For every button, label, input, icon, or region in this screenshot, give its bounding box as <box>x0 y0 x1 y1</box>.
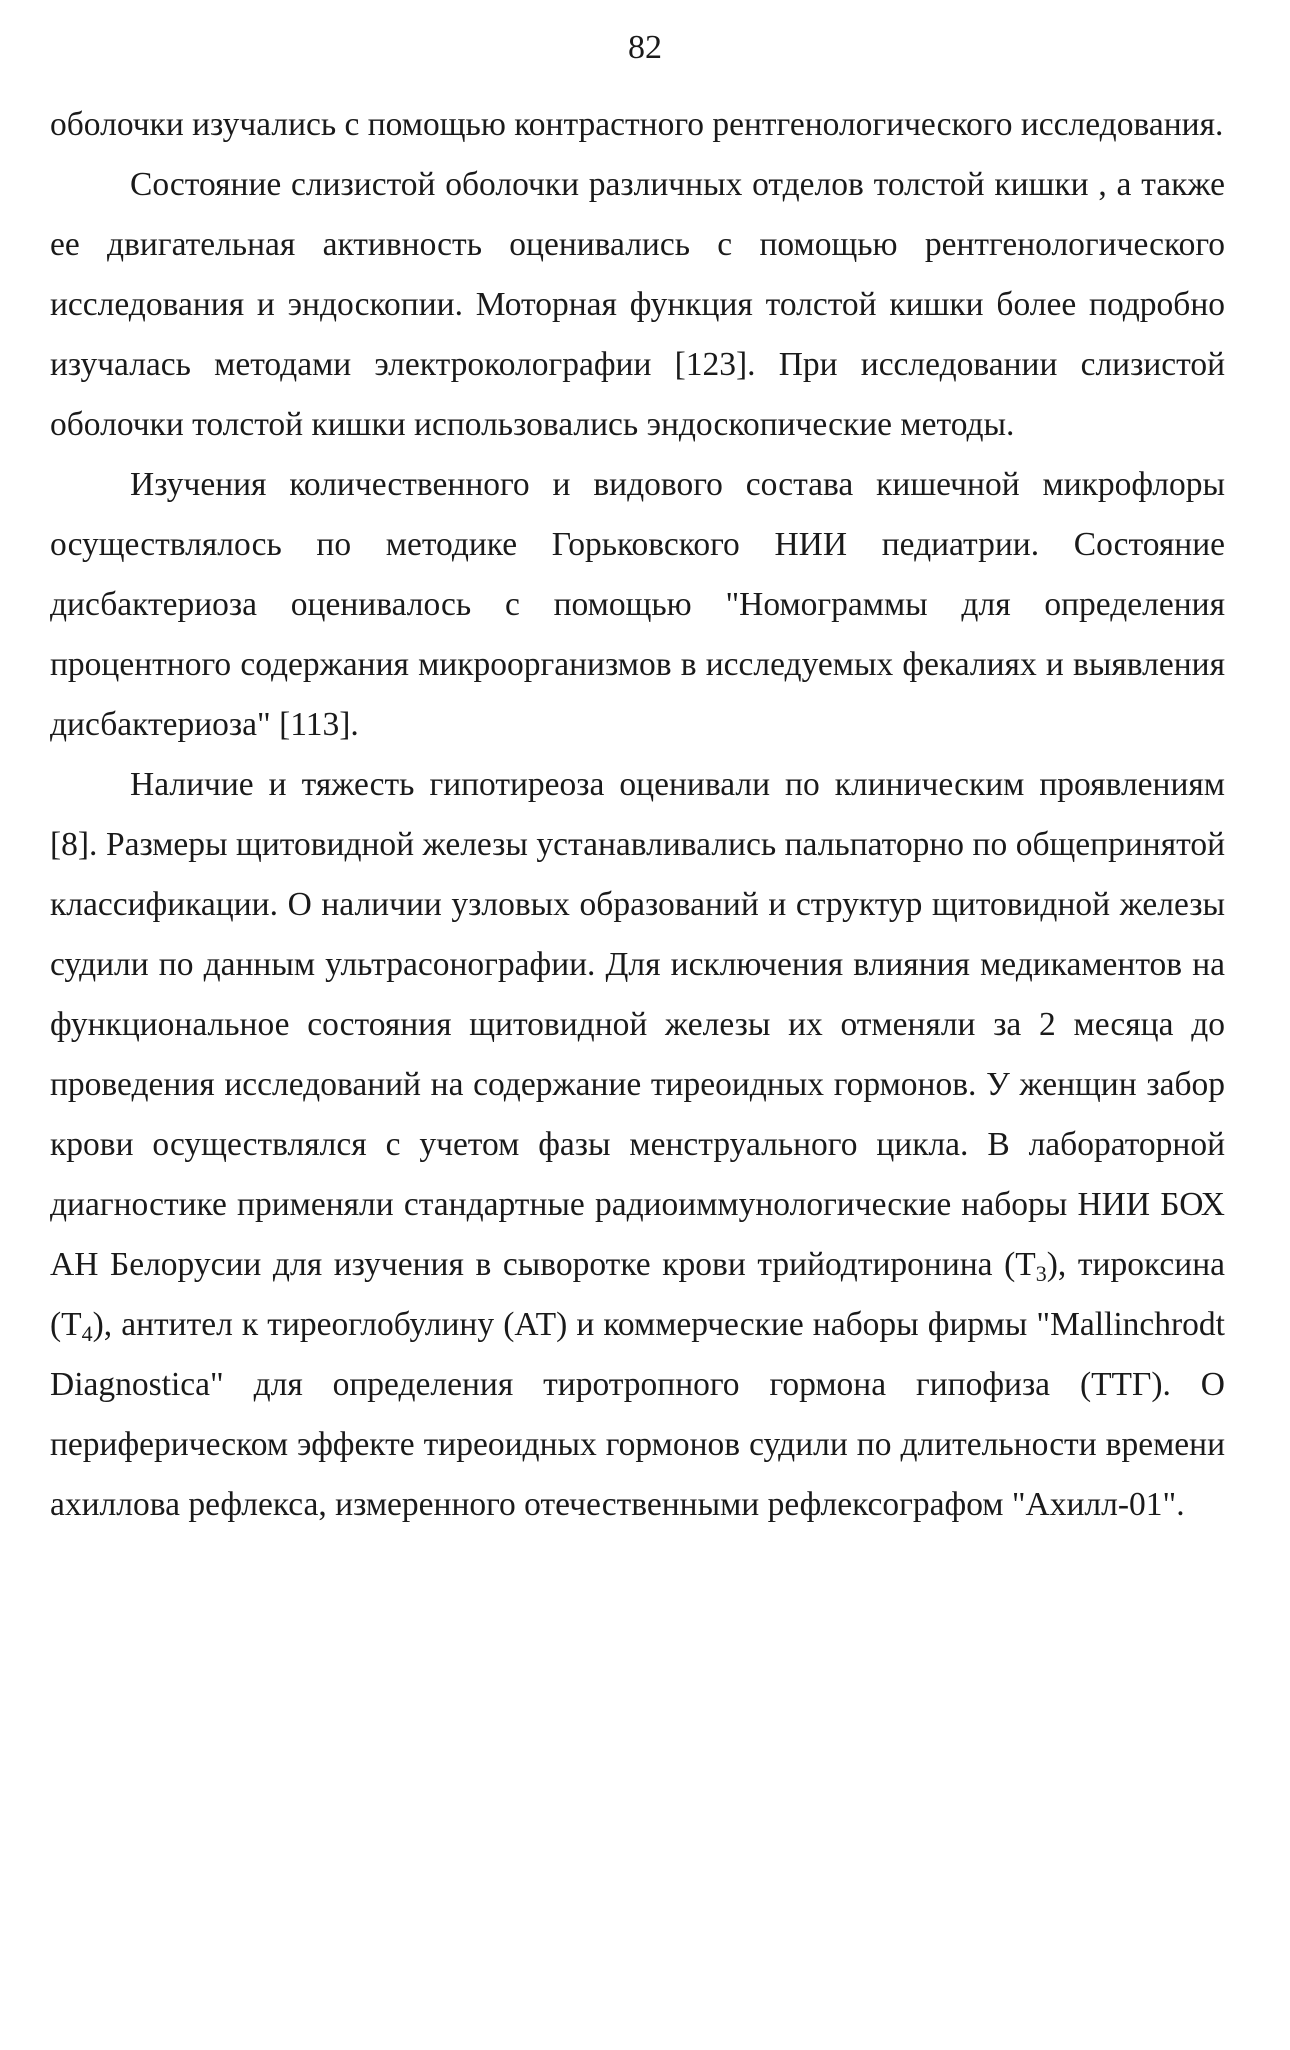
page-number: 82 <box>628 29 662 66</box>
paragraph-hypothyroidism-part1: Наличие и тяжесть гипотиреоза оценивали по клиническим проявлениям [8]. Размеры щитовидной железы устанавливались пальпаторно по общепринятой классификации. О наличии узловых образований и структур щитовидной железы судили по данным ультрасонографии. Для исключения влияния медикаментов на функциональное состояния щитовидной железы их отменяли за 2 месяца до проведения исследований на содержание тиреоидных гормонов. У женщин забор крови осуществлялся с учетом фазы менструального цикла. В лабораторной диагностике применяли стандартные радиоиммунологические наборы НИИ БОХ АН Белорусии для изучения в сыворотке крови трийодтиронина (Т <box>50 766 1225 1283</box>
text-body <box>50 95 1225 1535</box>
paragraph-hypothyroidism-part2: ), тироксина (Т <box>50 1246 1225 1343</box>
paragraph-continuation: оболочки изучались с помощью контрастного рентгенологического исследования. <box>50 106 1224 143</box>
paragraph-hypothyroidism-part3: ), антител к тиреоглобулину (АТ) и коммерческие наборы фирмы "Mallinchrodt Diagnostica" для определения тиротропного гормона гипофиза (ТТГ). О периферическом эффекте тиреоидных гормонов судили по длительности времени ахиллова рефлекса, измеренного отечественными рефлексографом "Ахилл-01". <box>50 1306 1225 1523</box>
paragraph-colon-examination: Состояние слизистой оболочки различных отделов толстой кишки , а также ее двигательная активность оценивались с помощью рентгенологического исследования и эндоскопии. Моторная функция толстой кишки более подробно изучалась методами электроколографии [123]. При исследовании слизистой оболочки толстой кишки использовались эндоскопические методы. <box>50 166 1225 443</box>
paragraph-microflora: Изучения количественного и видового состава кишечной микрофлоры осуществлялось по методике Горьковского НИИ педиатрии. Состояние дисбактериоза оценивалось с помощью "Номограммы для определения процентного содержания микроорганизмов в исследуемых фекалиях и выявления дисбактериоза" [113]. <box>50 466 1225 743</box>
paragraph-hypothyroidism <box>50 755 1225 1535</box>
subscript-t3: 3 <box>1035 1261 1047 1286</box>
subscript-t4: 4 <box>81 1321 93 1346</box>
